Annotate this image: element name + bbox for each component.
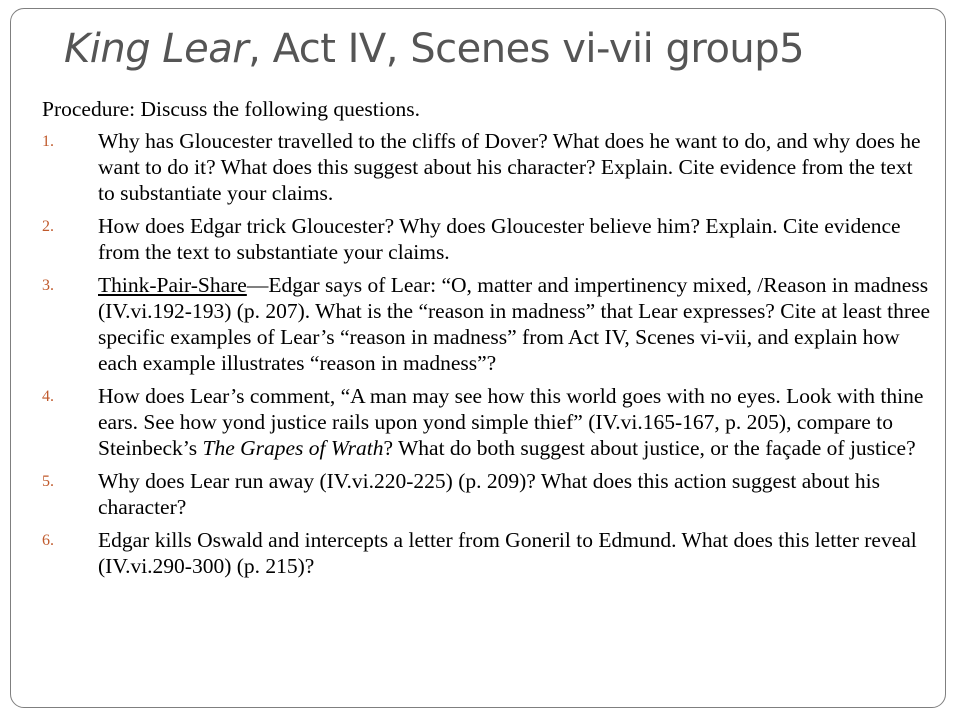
question-text: How does Edgar trick Gloucester? Why does Gloucester believe him? Explain. Cite evidence from the text to substantiate your claims. [98, 214, 901, 264]
question-text-after: ? What do both suggest about justice, or the façade of justice? [383, 436, 916, 460]
question-number: 1. [42, 133, 54, 150]
title-play-name: King Lear [64, 26, 249, 72]
question-number: 6. [42, 532, 54, 549]
title-rest: , Act IV, Scenes vi-vii group5 [248, 26, 805, 72]
question-2 [42, 213, 932, 265]
question-text: Edgar kills Oswald and intercepts a letter from Goneril to Edmund. What does this letter reveal (IV.vi.290-300) (p. 215)? [98, 528, 917, 578]
question-number: 4. [42, 388, 54, 405]
question-text: Why does Lear run away (IV.vi.220-225) (p. 209)? What does this action suggest about his character? [98, 469, 880, 519]
question-number: 2. [42, 218, 54, 235]
question-4 [42, 383, 932, 461]
question-list [42, 128, 932, 579]
procedure-text: Procedure: Discuss the following questions. [42, 97, 420, 121]
question-number: 3. [42, 277, 54, 294]
question-text: Why has Gloucester travelled to the cliffs of Dover? What does he want to do, and why does he want to do it? What does this suggest about his character? Explain. Cite evidence from the text to substantiate your claims. [98, 129, 921, 205]
slide-content [42, 96, 932, 586]
question-text-before: How does Lear’s comment, “A man may see how this world goes with no eyes. Look with thine ears. See how yond justice rails upon yond simple thief” (IV.vi.165-167, p. 205), compare to Steinbeck’s [98, 384, 924, 460]
question-number: 5. [42, 473, 54, 490]
question-text: —Edgar says of Lear: “O, matter and impertinency mixed, /Reason in madness (IV.vi.192-193) (p. 207). What is the “reason in madness” that Lear expresses? Cite at least three specific examples of Lear’s “reason in madness” from Act IV, Scenes vi-vii, and explain how each example illustrates “reason in madness”? [98, 273, 931, 375]
question-6 [42, 527, 932, 579]
slide-title [64, 24, 944, 74]
question-5 [42, 468, 932, 520]
question-1 [42, 128, 932, 206]
book-title: The Grapes of Wrath [202, 436, 384, 460]
question-3 [42, 272, 932, 376]
think-pair-share-label: Think-Pair-Share [98, 273, 247, 297]
